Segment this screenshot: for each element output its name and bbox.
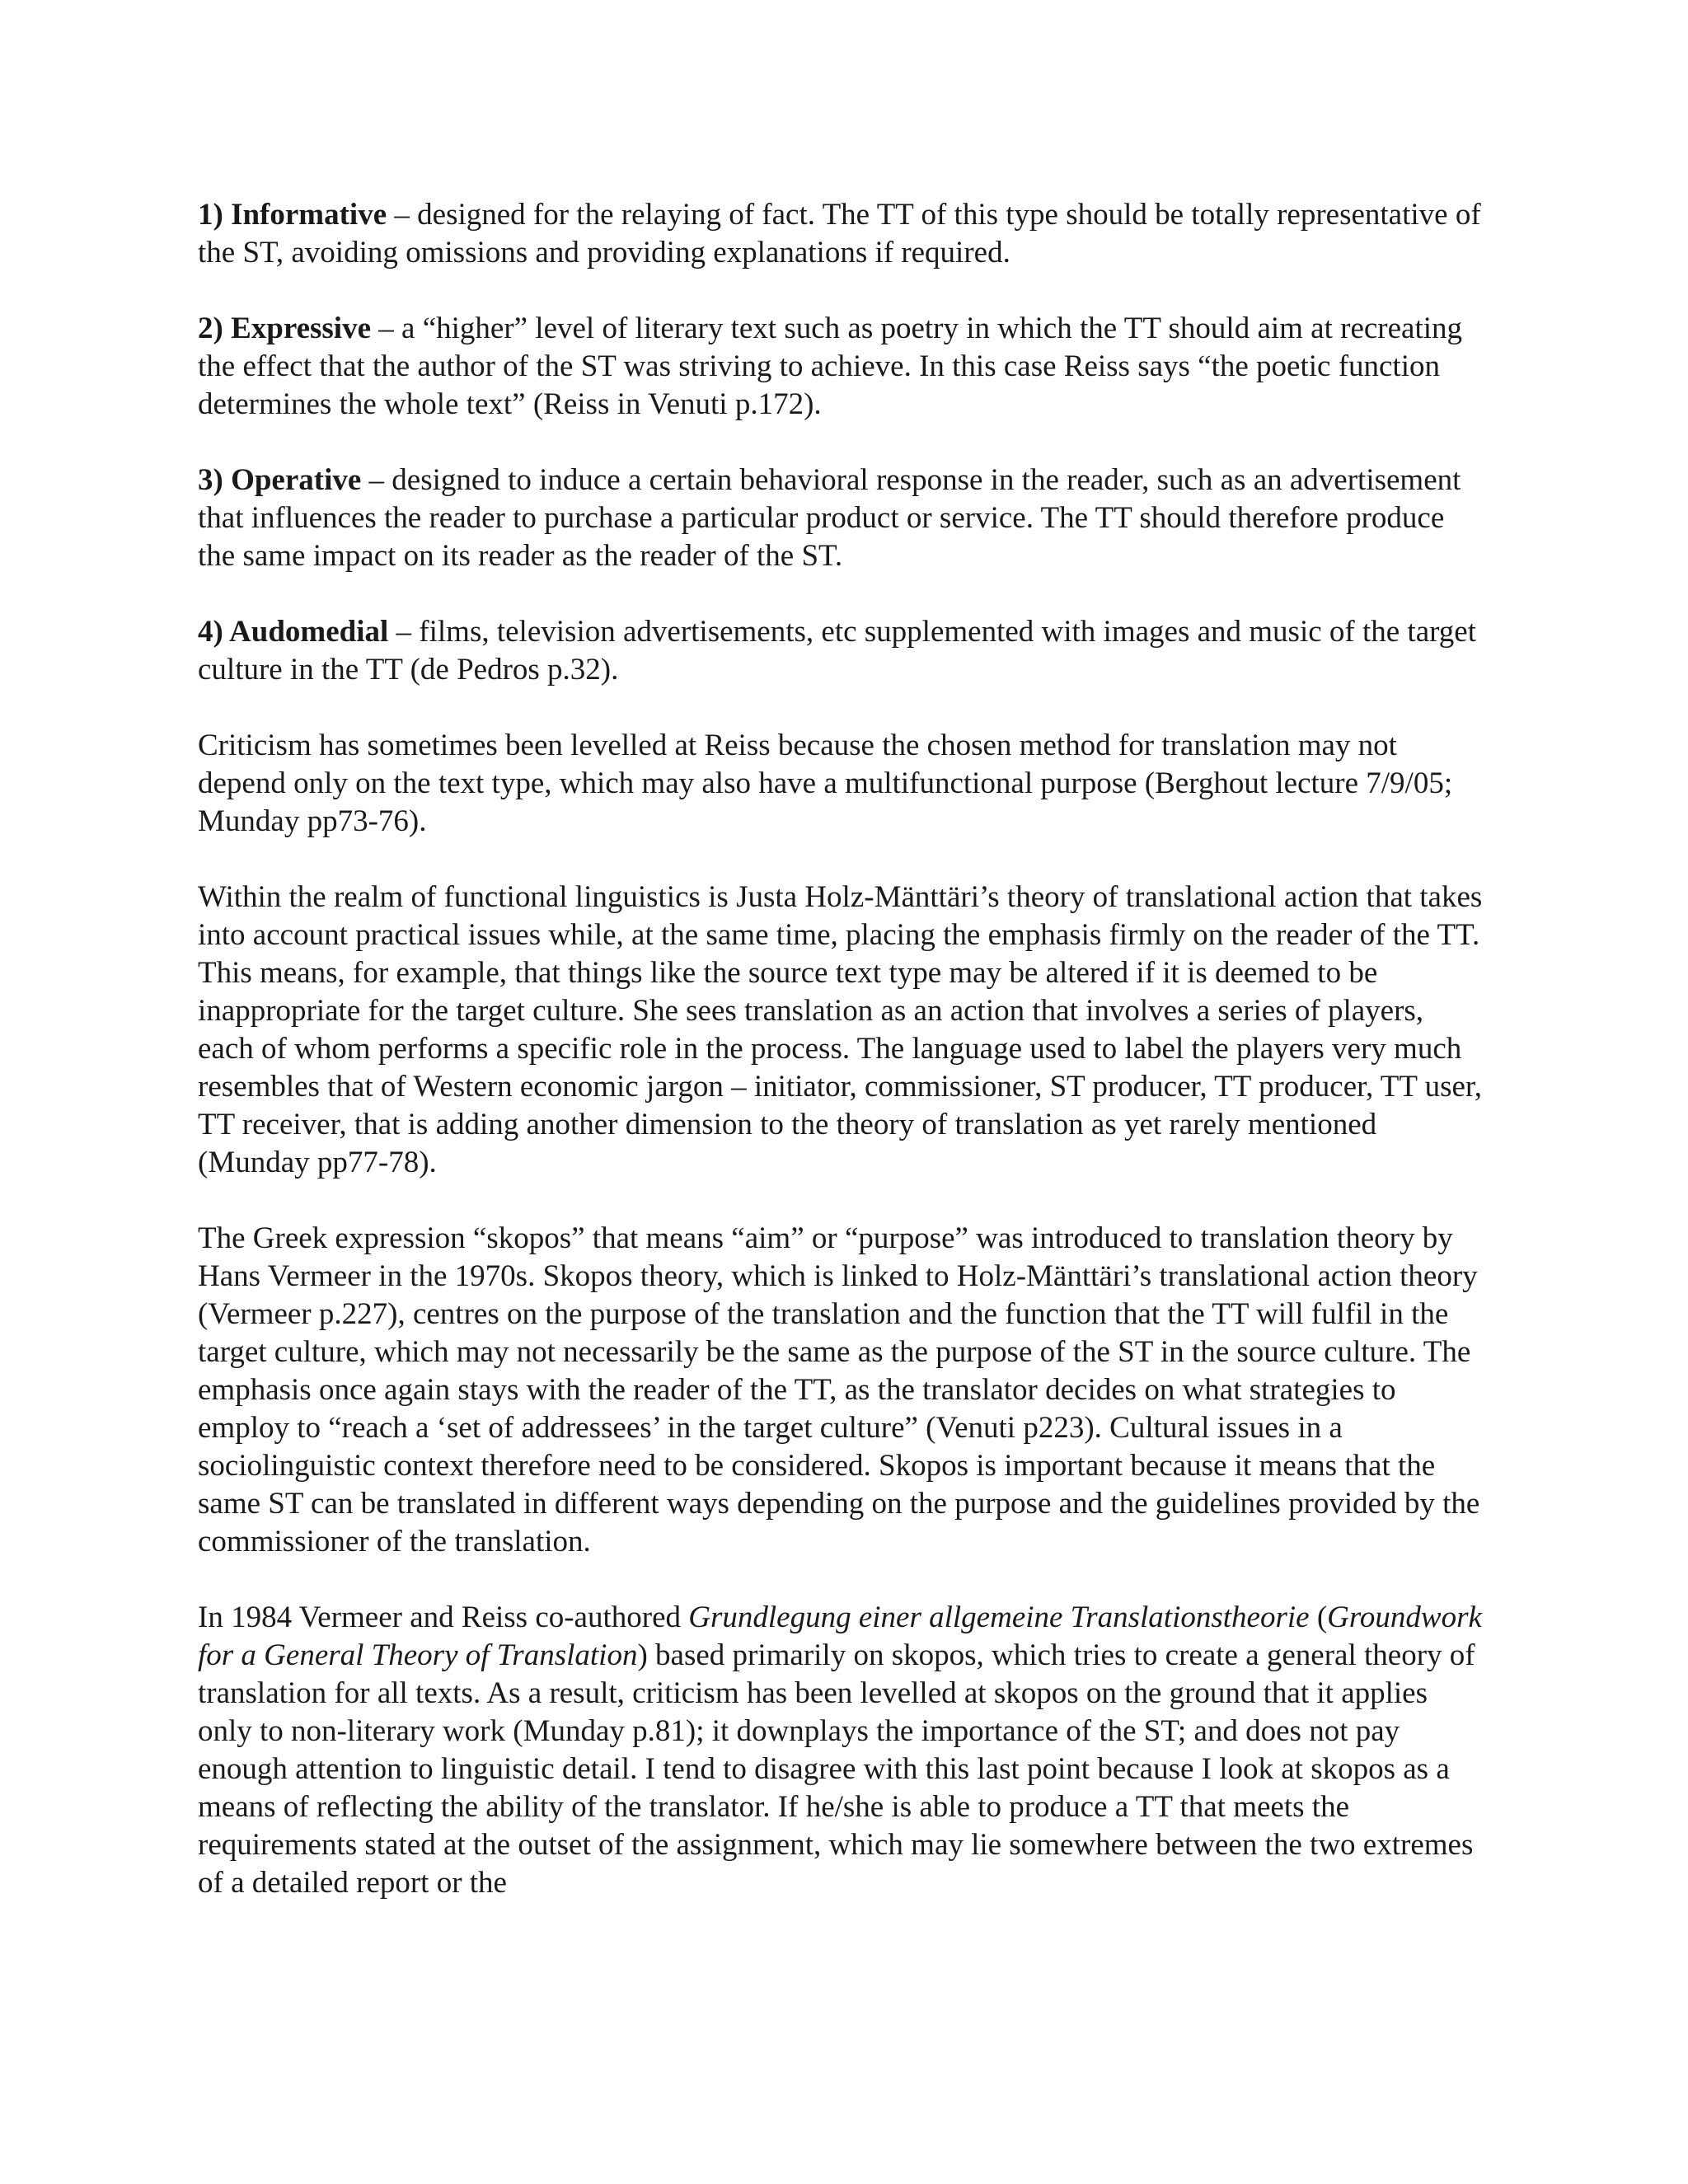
paragraph-expressive	[198, 310, 1484, 424]
text-type-label-informative: 1) Informative	[198, 198, 387, 232]
paragraph-text: – designed for the relaying of fact. The TT of this type should be totally representative of the ST, avoiding omissions and providing explanations if required.	[198, 198, 1481, 269]
paragraph-informative	[198, 196, 1484, 272]
paragraph-text: (	[1309, 1601, 1328, 1634]
text-type-label-operative: 3) Operative	[198, 463, 362, 497]
document-body	[198, 196, 1484, 1902]
paragraph-text: – a “higher” level of literary text such as poetry in which the TT should aim at recreating the effect that the author of the ST was striving to achieve. In this case Reiss says “the poetic function determines the whole text” (Reiss in Venuti p.172).	[198, 312, 1463, 421]
text-type-label-audomedial: 4) Audomedial	[198, 615, 389, 649]
book-title-german: Grundlegung einer allgemeine Translationstheorie	[688, 1601, 1310, 1634]
paragraph-text: ) based primarily on skopos, which tries to create a general theory of translation for all texts. As a result, criticism has been levelled at skopos on the ground that it applies only to non-literary work (Munday p.81); it downplays the importance of the ST; and does not pay enough attention to linguistic detail. I tend to disagree with this last point because I look at skopos as a means of reflecting the ability of the translator. If he/she is able to produce a TT that meets the requirements stated at the outset of the assignment, which may lie somewhere between the two extremes of a detailed report or the	[198, 1638, 1475, 1900]
paragraph-skopos: The Greek expression “skopos” that means “aim” or “purpose” was introduced to translation theory by Hans Vermeer in the 1970s. Skopos theory, which is linked to Holz-Mänttäri’s translational action theory (Vermeer p.227), centres on the purpose of the translation and the function that the TT will fulfil in the target culture, which may not necessarily be the same as the purpose of the ST in the source culture. The emphasis once again stays with the reader of the TT, as the translator decides on what strategies to employ to “reach a ‘set of addressees’ in the target culture” (Venuti p223). Cultural issues in a sociolinguistic context therefore need to be considered. Skopos is important because it means that the same ST can be translated in different ways depending on the purpose and the guidelines provided by the commissioner of the translation.	[198, 1221, 1480, 1558]
text-type-label-expressive: 2) Expressive	[198, 312, 372, 345]
paragraph-criticism: Criticism has sometimes been levelled at Reiss because the chosen method for translation may not depend only on the text type, which may also have a multifunctional purpose (Berghout lecture 7/9/05; Munday pp73-76).	[198, 729, 1453, 838]
paragraph-audomedial	[198, 613, 1484, 689]
paragraph-operative	[198, 462, 1484, 575]
book-title-english: Groundwork for a General Theory of Translation	[198, 1601, 1482, 1672]
paragraph-text: – films, television advertisements, etc supplemented with images and music of the target culture in the TT (de Pedros p.32).	[198, 615, 1476, 687]
paragraph-text: In 1984 Vermeer and Reiss co-authored	[198, 1601, 689, 1634]
paragraph-translational-action: Within the realm of functional linguistics is Justa Holz-Mänttäri’s theory of translational action that takes into account practical issues while, at the same time, placing the emphasis firmly on the reader of the TT. This means, for example, that things like the source text type may be altered if it is deemed to be inappropriate for the target culture. She sees translation as an action that involves a series of players, each of whom performs a specific role in the process. The language used to label the players very much resembles that of Western economic jargon – initiator, commissioner, ST producer, TT producer, TT user, TT receiver, that is adding another dimension to the theory of translation as yet rarely mentioned (Munday pp77-78).	[198, 880, 1483, 1179]
paragraph-text: – designed to induce a certain behavioral response in the reader, such as an advertisement that influences the reader to purchase a particular product or service. The TT should therefore produce the same impact on its reader as the reader of the ST.	[198, 463, 1461, 573]
paragraph-general-theory	[198, 1599, 1484, 1902]
